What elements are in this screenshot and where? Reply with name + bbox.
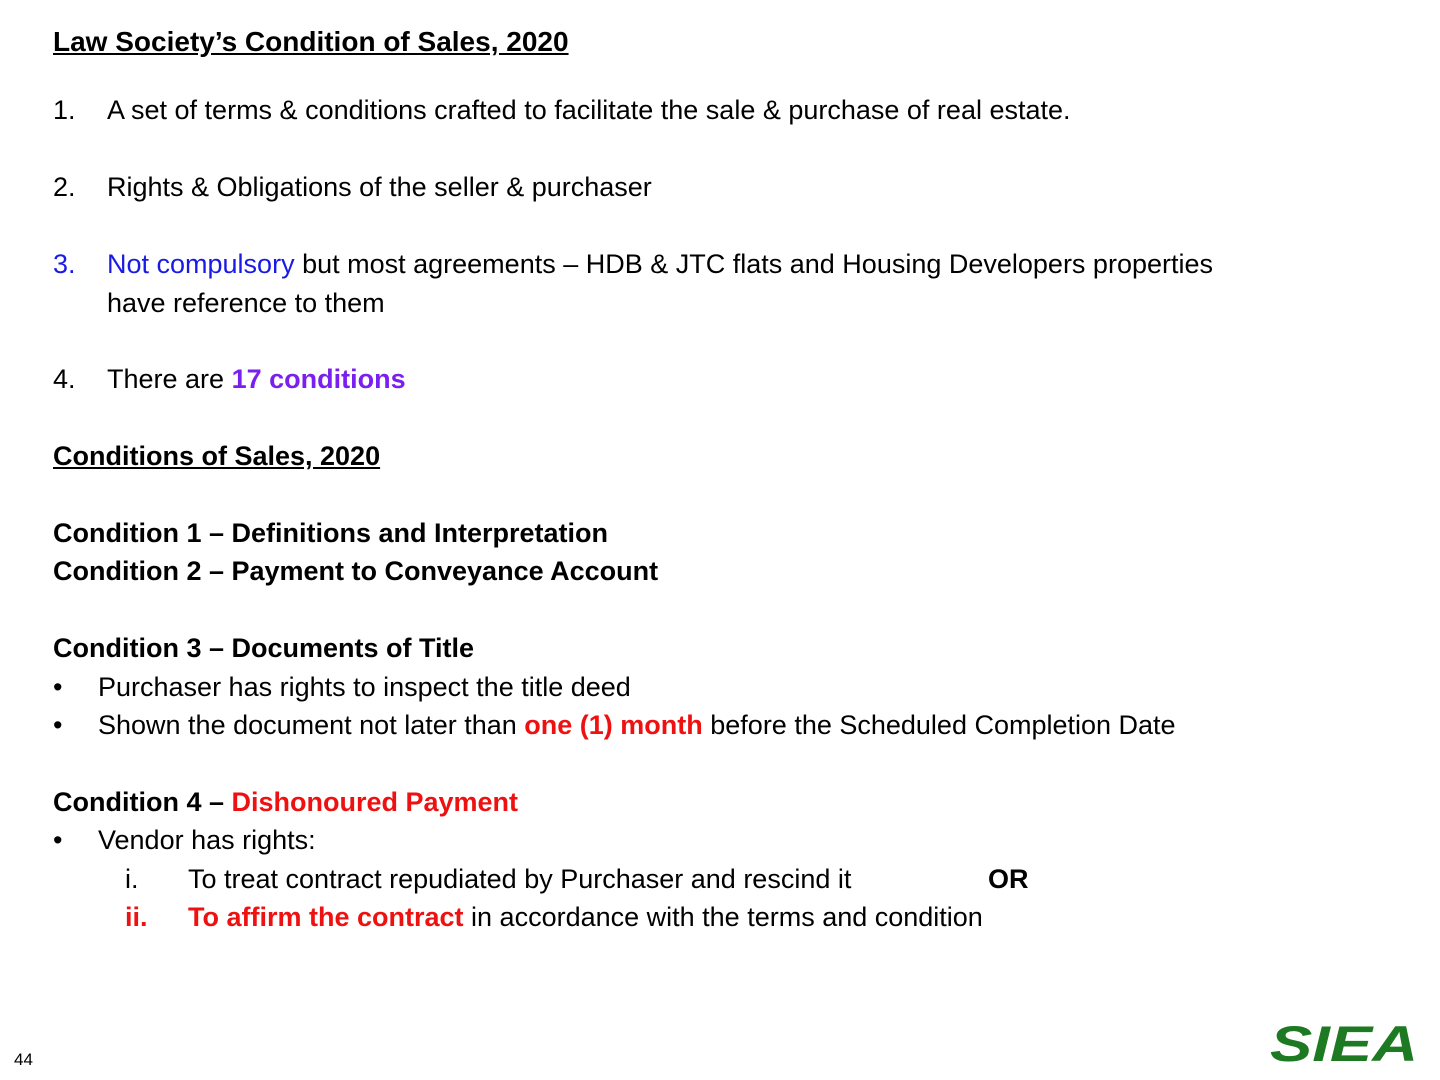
condition-4-bullet-1: Vendor has rights: — [98, 825, 316, 855]
point-4-highlight: 17 conditions — [231, 364, 406, 394]
point-3-line-1 — [107, 245, 1213, 283]
bullet-icon: • — [53, 672, 63, 702]
point-3-line-2: have reference to them — [107, 288, 385, 318]
condition-4-sub-2 — [188, 898, 983, 936]
condition-3-bullet-2-pre: Shown the document not later than — [98, 710, 525, 740]
condition-4-sub-1-or: OR — [988, 864, 1029, 894]
siea-logo-text: SIEA — [1270, 1020, 1418, 1066]
condition-3-bullet-2-highlight: one (1) month — [524, 710, 703, 740]
condition-1-heading: Condition 1 – Definitions and Interpretation — [53, 518, 609, 548]
condition-4-sub-1-text: To treat contract repudiated by Purchaser and rescind it — [188, 864, 852, 894]
condition-3-bullet-1: Purchaser has rights to inspect the title deed — [98, 672, 631, 702]
point-3-number: 3. — [53, 249, 76, 279]
condition-4-heading — [53, 783, 518, 821]
point-1-number: 1. — [53, 95, 76, 125]
point-2-number: 2. — [53, 172, 76, 202]
point-2-text: Rights & Obligations of the seller & purchaser — [107, 172, 652, 202]
point-4-line — [107, 360, 406, 398]
page-title: Law Society’s Condition of Sales, 2020 — [53, 26, 569, 57]
bullet-icon: • — [53, 710, 63, 740]
page-number: 44 — [14, 1050, 33, 1069]
condition-4-heading-highlight: Dishonoured Payment — [231, 787, 519, 817]
point-3-highlight: Not compulsory — [107, 249, 295, 279]
point-3-text: but most agreements – HDB & JTC flats and Housing Developers properties — [294, 249, 1213, 279]
point-4-number: 4. — [53, 364, 76, 394]
condition-4-sub-2-text: in accordance with the terms and condition — [463, 902, 983, 932]
siea-logo — [1268, 1020, 1420, 1066]
condition-3-bullet-2 — [98, 706, 1176, 744]
condition-4-sub-2-highlight: To affirm the contract — [188, 902, 464, 932]
section-subtitle: Conditions of Sales, 2020 — [53, 441, 381, 471]
bullet-icon: • — [53, 825, 63, 855]
point-4-text: There are — [107, 364, 232, 394]
condition-4-heading-pre: Condition 4 – — [53, 787, 232, 817]
condition-4-sub-2-number: ii. — [125, 902, 148, 932]
condition-4-sub-1-number: i. — [125, 864, 139, 894]
condition-3-bullet-2-post: before the Scheduled Completion Date — [702, 710, 1176, 740]
condition-2-heading: Condition 2 – Payment to Conveyance Account — [53, 556, 659, 586]
point-1-text: A set of terms & conditions crafted to facilitate the sale & purchase of real estate. — [107, 95, 1071, 125]
condition-3-heading: Condition 3 – Documents of Title — [53, 633, 475, 663]
